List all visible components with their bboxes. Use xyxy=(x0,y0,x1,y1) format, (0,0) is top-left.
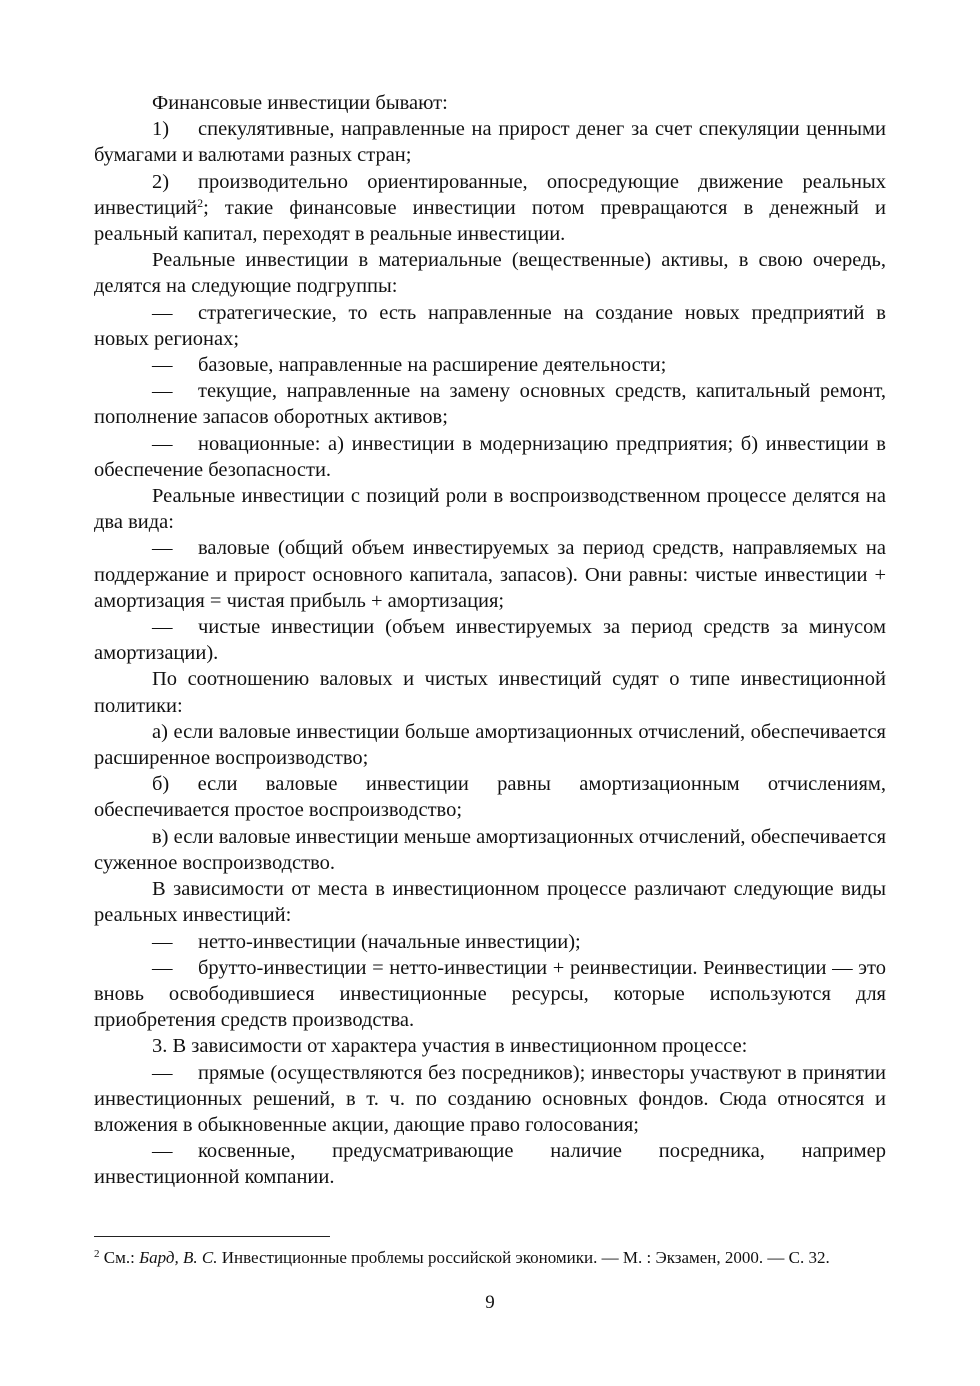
dash-marker: — xyxy=(152,956,173,979)
list-item: — чистые инвестиции (объем инвестируемых за период средств за минусом амортизации). xyxy=(94,616,886,665)
paragraph-case-b: б) если валовые инвестиции равны амортизационным отчислениям, обеспечивается простое воспроизводство; xyxy=(94,773,886,822)
list-item: — валовые (общий объем инвестируемых за период средств, направляемых на поддержание и прирост основного капитала, запасов). Они равны: чистые инвестиции + амортизация = чистая прибыль + амортизация; xyxy=(94,537,886,612)
numbered-item-1: 1) спекулятивные, направленные на прирост денег за счет спекуляции ценными бумагами и валютами разных стран; xyxy=(94,118,886,167)
page-number: 9 xyxy=(485,1292,495,1313)
footnote-divider xyxy=(94,1236,330,1237)
paragraph-case-a: а) если валовые инвестиции больше амортизационных отчислений, обеспечивается расширенное воспроизводство; xyxy=(94,720,886,770)
item-marker: 1) xyxy=(152,118,170,141)
dash-marker: — xyxy=(152,301,173,324)
dash-marker: — xyxy=(152,380,173,403)
list-item: — косвенные, предусматривающие наличие посредника, например инвестиционной компании. xyxy=(94,1140,886,1189)
paragraph-real-investments: Реальные инвестиции в материальные (вещественные) активы, в свою очередь, делятся на следующие подгруппы: xyxy=(94,249,886,298)
list-item: — прямые (осуществляются без посредников); инвесторы участвуют в принятии инвестиционных решений, в т. ч. по созданию основных фондов. Сюда относятся и вложения в обыкновенные акции, дающие право голосования; xyxy=(94,1061,886,1136)
dash-marker: — xyxy=(152,1061,173,1084)
paragraph-process-place: В зависимости от места в инвестиционном процессе различают следующие виды реальных инвестиций: xyxy=(94,878,886,927)
dash-marker: — xyxy=(152,432,173,455)
paragraph-reproduction-role: Реальные инвестиции с позиций роли в воспроизводственном процессе делятся на два вида: xyxy=(94,485,886,534)
numbered-item-2: 2) производительно ориентированные, опосредующие движение реальных инвестиций$^2$; такие финансовые инвестиции потом превращаются в денежный и реальный капитал, переходят в реальные инвестиции. xyxy=(94,170,886,246)
paragraph-case-c: в) если валовые инвестиции меньше амортизационных отчислений, обеспечивается суженное воспроизводство. xyxy=(94,825,886,874)
footnote-author: Бард, В. С. xyxy=(139,1248,218,1267)
list-item: — брутто-инвестиции = нетто-инвестиции + реинвестиции. Реинвестиции — это вновь освободившиеся инвестиционные ресурсы, которые используются для приобретения средств производства. xyxy=(94,956,886,1032)
list-item: — базовые, направленные на расширение деятельности; xyxy=(94,352,886,378)
dash-marker: — xyxy=(152,1140,173,1163)
list-item: — стратегические, то есть направленные на создание новых предприятий в новых регионах; xyxy=(94,301,886,350)
list-item: — новационные: а) инвестиции в модернизацию предприятия; б) инвестиции в обеспечение безопасности. xyxy=(94,432,886,481)
dash-marker: — xyxy=(152,354,173,377)
dash-marker: — xyxy=(152,930,173,953)
body-text xyxy=(94,90,886,1191)
footnote-reference[interactable]: 2 xyxy=(197,195,204,210)
list-item: — нетто-инвестиции (начальные инвестиции); xyxy=(94,929,886,955)
footnote-number: 2 xyxy=(94,1248,100,1260)
footnote: $^2$ См.: Бард, В. С. Инвестиционные проблемы российской экономики. — М. : Экзамен, 2000. — С. 32. xyxy=(94,1248,830,1267)
paragraph-policy-type: По соотношению валовых и чистых инвестиций судят о типе инвестиционной политики: xyxy=(94,668,886,717)
dash-marker: — xyxy=(152,616,173,639)
list-item: — текущие, направленные на замену основных средств, капитальный ремонт, пополнение запасов оборотных активов; xyxy=(94,380,886,429)
item-marker: 2) xyxy=(152,170,170,193)
paragraph-intro: Финансовые инвестиции бывают: xyxy=(152,92,448,114)
paragraph-participation: 3. В зависимости от характера участия в инвестиционном процессе: xyxy=(152,1035,748,1058)
dash-marker: — xyxy=(152,537,173,560)
